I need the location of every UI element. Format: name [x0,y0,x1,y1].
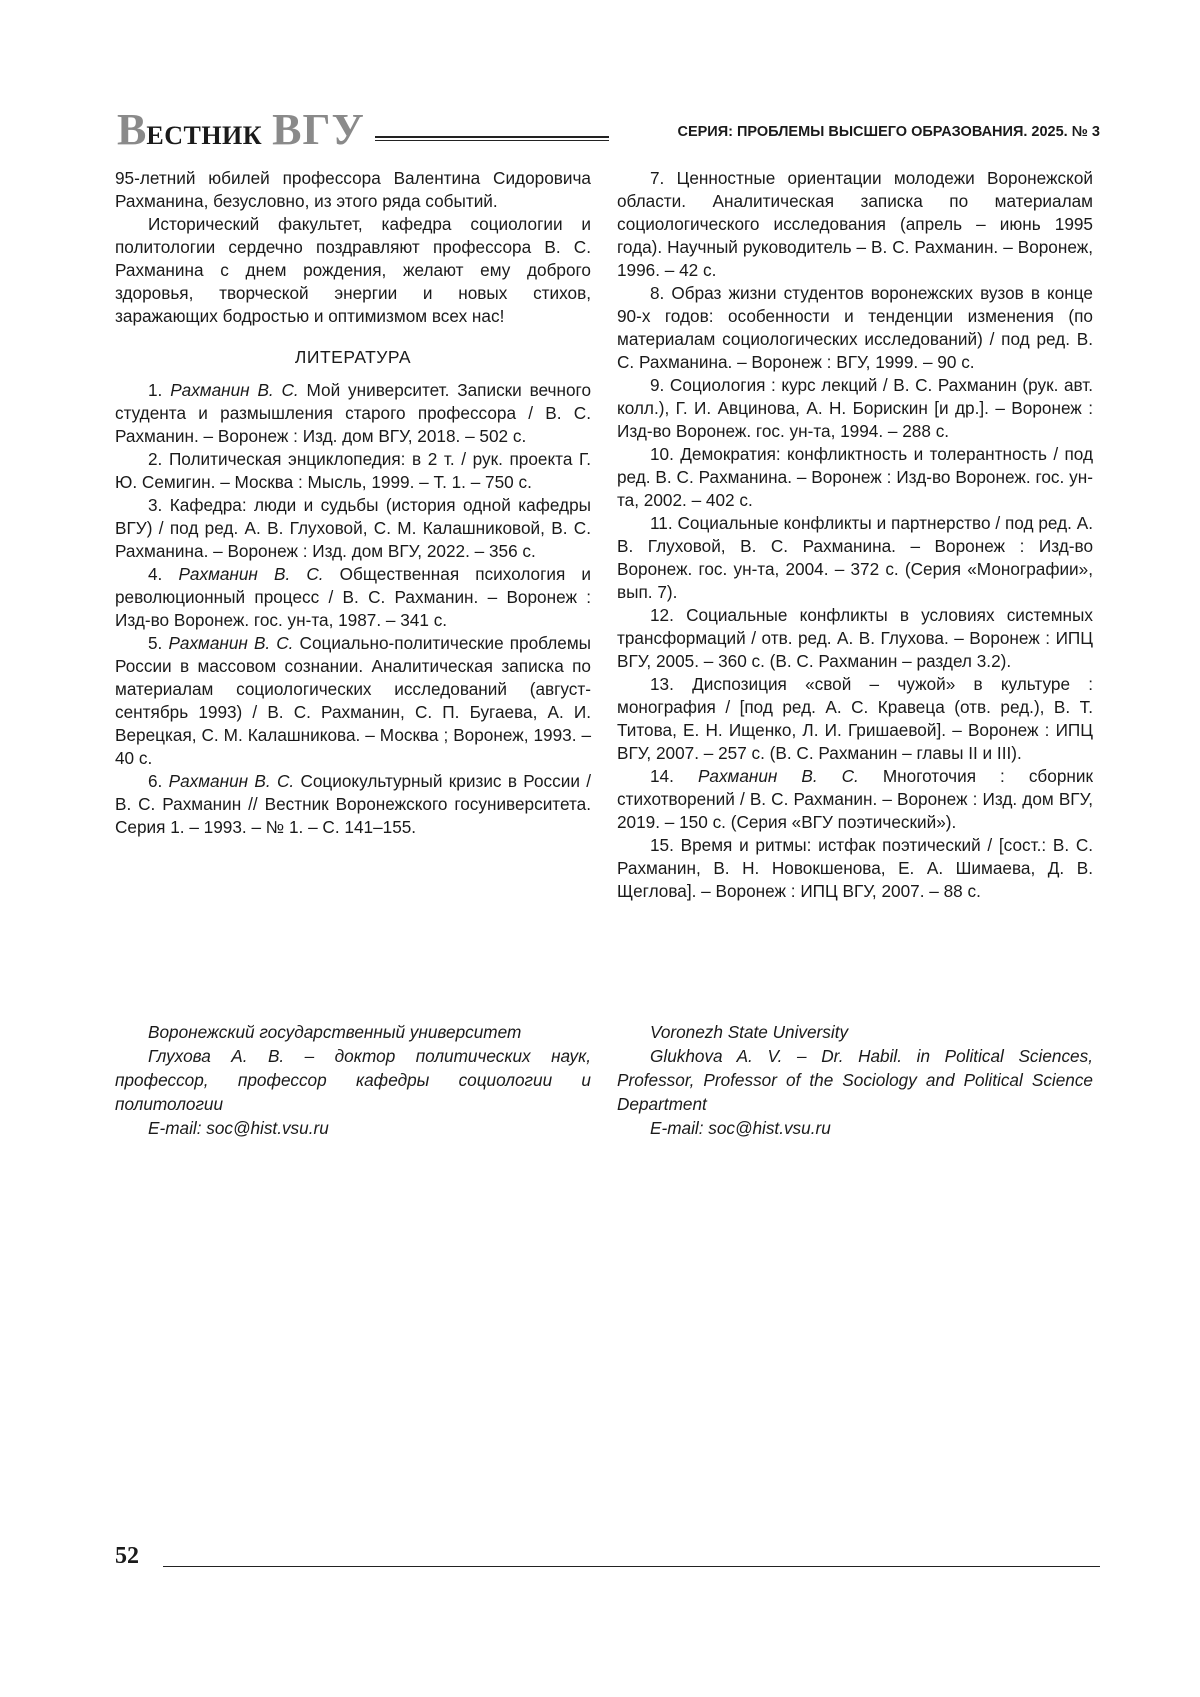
reference-author: Рахманин В. С. [169,771,294,791]
reference-number: 6. [148,771,162,791]
reference-item [115,494,591,563]
header-rule [375,136,609,141]
reference-list [617,167,1093,903]
reference-item [115,770,591,839]
reference-text: Демократия: конфликтность и толерантность / под ред. В. С. Рахманина. – Воронеж : Изд-во Воронеж. гос. ун-та, 2002. – 402 с. [617,444,1093,510]
series-title: СЕРИЯ: ПРОБЛЕМЫ ВЫСШЕГО ОБРАЗОВАНИЯ. 2025. № 3 [677,124,1100,140]
reference-item [617,167,1093,282]
reference-text: Образ жизни студентов воронежских вузов в конце 90-х годов: особенности и тенденции изменения (по материалам социологических исследований) / под ред. В. С. Рахманина. – Воронеж : ВГУ, 1999. – 90 с. [617,283,1093,372]
right-column [617,167,1093,903]
reference-number: 2. [148,449,162,469]
affiliation-author: Glukhova A. V. – Dr. Habil. in Political Sciences, Professor, Professor of the Sociology and Political Science Department [617,1044,1093,1116]
reference-text: Социокультурный кризис в России / В. С. Рахманин // Вестник Воронежского госуниверситета. Серия 1. – 1993. – № 1. – С. 141–155. [115,771,591,837]
reference-author: Рахманин В. С. [170,380,299,400]
reference-number: 7. [650,168,664,188]
reference-item [115,632,591,770]
body-paragraph: 95-летний юбилей профессора Валентина Сидоровича Рахманина, безусловно, из этого ряда событий. [115,167,591,213]
reference-number: 5. [148,633,162,653]
reference-number: 11. [650,513,673,533]
reference-text: Диспозиция «свой – чужой» в культуре : монография / [под ред. А. С. Кравеца (отв. ред.), В. Т. Титова, Е. Н. Ищенко, Л. И. Гришаевой]. – Воронеж : ИПЦ ВГУ, 2007. – 257 с. (В. С. Рахманин – главы II и III). [617,674,1093,763]
reference-number: 1. [148,380,162,400]
reference-author: Рахманин В. С. [178,564,323,584]
affiliation-russian [115,1020,591,1140]
reference-item [617,374,1093,443]
reference-item [617,604,1093,673]
reference-text: Кафедра: люди и судьбы (история одной кафедры ВГУ) / под ред. А. В. Глуховой, С. М. Калашниковой, В. С. Рахманина. – Воронеж : Изд. дом ВГУ, 2022. – 356 с. [115,495,591,561]
affiliation-email: E-mail: soc@hist.vsu.ru [617,1116,1093,1140]
reference-text: Социальные конфликты в условиях системных трансформаций / отв. ред. А. В. Глухова. – Воронеж : ИПЦ ВГУ, 2005. – 360 с. (В. С. Рахманин – раздел 3.2). [617,605,1093,671]
reference-item [115,448,591,494]
reference-number: 4. [148,564,162,584]
affiliation-university: Voronezh State University [617,1020,1093,1044]
reference-author: Рахманин В. С. [698,766,859,786]
reference-item [617,443,1093,512]
reference-text: Социология : курс лекций / В. С. Рахманин (рук. авт. колл.), Г. И. Авцинова, А. Н. Борискин [и др.]. – Воронеж : Изд-во Воронеж. гос. ун-та, 1994. – 288 с. [617,375,1093,441]
reference-item [617,512,1093,604]
reference-number: 14. [650,766,674,786]
reference-number: 13. [650,674,674,694]
running-header [117,104,1100,148]
body-paragraph: Исторический факультет, кафедра социологии и политологии сердечно поздравляют профессора В. С. Рахманина с днем рождения, желают ему доброго здоровья, творческой энергии и новых стихов, заражающих бодростью и оптимизмом всех нас! [115,213,591,328]
reference-item [617,765,1093,834]
reference-text: Мой университет. Записки вечного студента и размышления старого профессора / В. С. Рахманин. – Воронеж : Изд. дом ВГУ, 2018. – 502 с. [115,380,591,446]
reference-item [617,834,1093,903]
reference-item [115,563,591,632]
reference-author: Рахманин В. С. [168,633,293,653]
reference-text: Ценностные ориентации молодежи Воронежской области. Аналитическая записка по материалам социологического исследования (апрель – июнь 1995 года). Научный руководитель – В. С. Рахманин. – Воронеж, 1996. – 42 с. [617,168,1093,280]
reference-text: Общественная психология и революционный процесс / В. С. Рахманин. – Воронеж : Изд-во Воронеж. гос. ун-та, 1987. – 341 с. [115,564,591,630]
reference-number: 8. [650,283,664,303]
reference-number: 12. [650,605,674,625]
reference-item [617,282,1093,374]
reference-list [115,379,591,839]
affiliation-email: E-mail: soc@hist.vsu.ru [115,1116,591,1140]
affiliation-author: Глухова А. В. – доктор политических наук, профессор, профессор кафедры социологии и политологии [115,1044,591,1116]
reference-text: Социальные конфликты и партнерство / под ред. А. В. Глуховой, В. С. Рахманина. – Воронеж : Изд-во Воронеж. гос. ун-та, 2004. – 372 с. (Серия «Монографии», вып. 7). [617,513,1093,602]
affiliation-english [617,1020,1093,1140]
reference-text: Социально-политические проблемы России в массовом сознании. Аналитическая записка по материалам социологических исследований (август-сентябрь 1993) / В. С. Рахманин, С. П. Бугаева, А. И. Верецкая, С. М. Калашникова. – Москва ; Воронеж, 1993. – 40 с. [115,633,591,768]
reference-number: 9. [650,375,664,395]
references-heading: ЛИТЕРАТУРА [115,346,591,369]
affiliation-university: Воронежский государственный университет [115,1020,591,1044]
reference-text: Многоточия : сборник стихотворений / В. С. Рахманин. – Воронеж : Изд. дом ВГУ, 2019. – 150 с. (Серия «ВГУ поэтический»). [617,766,1093,832]
reference-item [115,379,591,448]
reference-number: 15. [650,835,674,855]
reference-number: 10. [650,444,674,464]
left-column [115,167,591,839]
reference-number: 3. [148,495,162,515]
footer-rule [163,1566,1100,1567]
journal-logo: ВЕСТНИК ВГУ [117,104,365,155]
reference-text: Время и ритмы: истфак поэтический / [сост.: В. С. Рахманин, В. Н. Новокшенова, Е. А. Шимаева, Д. В. Щеглова]. – Воронеж : ИПЦ ВГУ, 2007. – 88 с. [617,835,1093,901]
page-number: 52 [115,1543,139,1570]
reference-item [617,673,1093,765]
reference-text: Политическая энциклопедия: в 2 т. / рук. проекта Г. Ю. Семигин. – Москва : Мысль, 1999. – Т. 1. – 750 с. [115,449,591,492]
